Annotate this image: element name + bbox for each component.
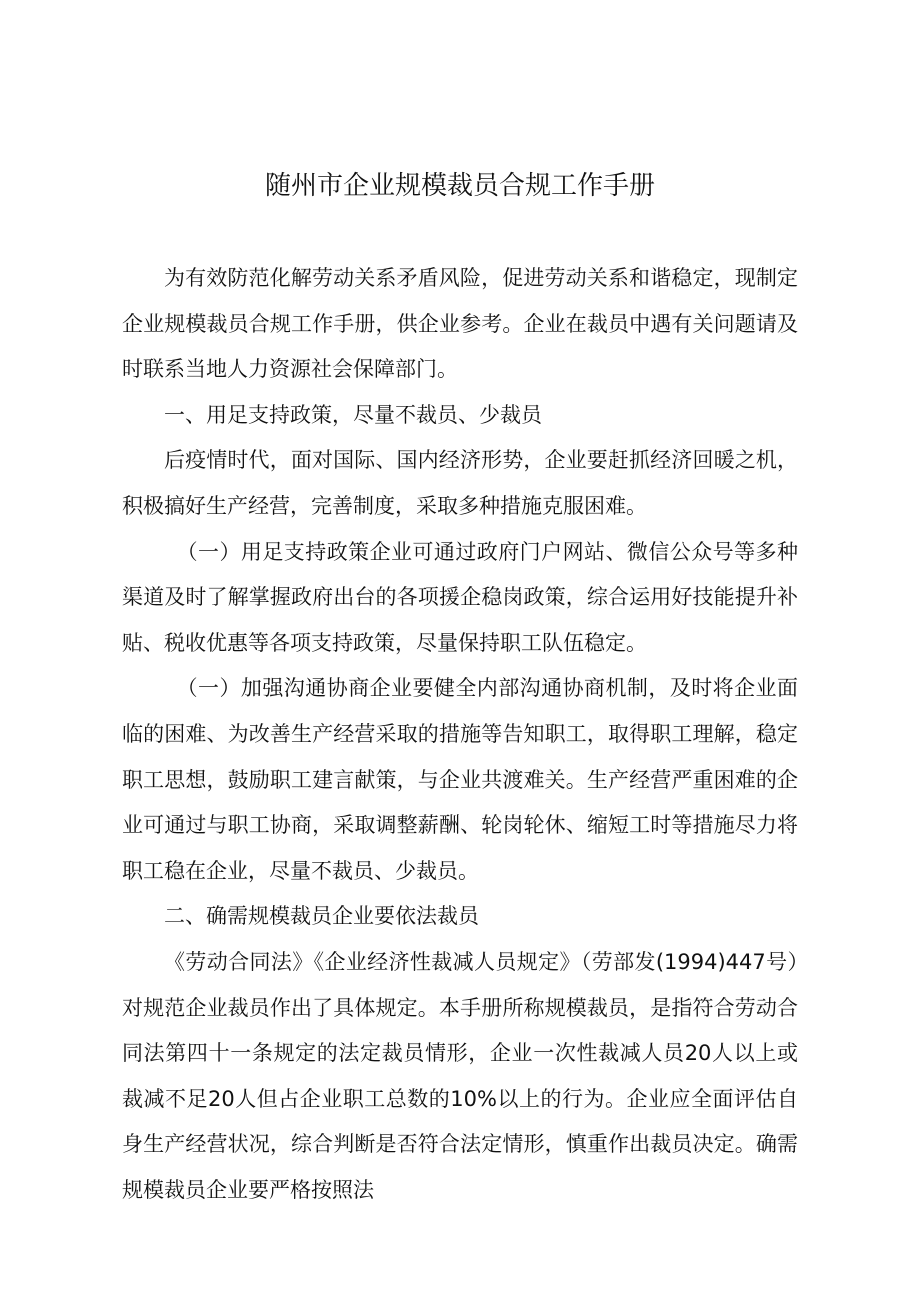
section-1-paragraph: 后疫情时代，面对国际、国内经济形势，企业要赶抓经济回暖之机，积极搞好生产经营，完善制度，采取多种措施克服困难。 (122, 448, 798, 518)
section-heading-2: 二、确需规模裁员企业要依法裁员 (164, 904, 479, 929)
document-body (122, 256, 798, 1213)
subsection-1-paragraph: （一）用足支持政策企业可通过政府门户网站、微信公众号等多种渠道及时了解掌握政府出台的各项援企稳岗政策，综合运用好技能提升补贴、税收优惠等各项支持政策，尽量保持职工队伍稳定。 (122, 539, 798, 655)
intro-paragraph: 为有效防范化解劳动关系矛盾风险，促进劳动关系和谐稳定，现制定企业规模裁员合规工作手册，供企业参考。企业在裁员中遇有关问题请及时联系当地人力资源社会保障部门。 (122, 266, 798, 382)
section-2-paragraph: 《劳动合同法》《企业经济性裁减人员规定》（劳部发(1994)447号）对规范企业裁员作出了具体规定。本手册所称规模裁员，是指符合劳动合同法第四十一条规定的法定裁员情形，企业一次性裁减人员20人以上或裁减不足20人但占企业职工总数的10%以上的行为。企业应全面评估自身生产经营状况，综合判断是否符合法定情形，慎重作出裁员决定。确需规模裁员企业要严格按照法 (122, 949, 798, 1202)
subsection-2-paragraph: （一）加强沟通协商企业要健全内部沟通协商机制，及时将企业面临的困难、为改善生产经营采取的措施等告知职工，取得职工理解，稳定职工思想，鼓励职工建言献策，与企业共渡难关。生产经营严重困难的企业可通过与职工协商，采取调整薪酬、轮岗轮休、缩短工时等措施尽力将职工稳在企业，尽量不裁员、少裁员。 (122, 676, 798, 883)
document-title: 随州市企业规模裁员合规工作手册 (264, 171, 655, 201)
section-heading-1: 一、用足支持政策，尽量不裁员、少裁员 (164, 402, 542, 427)
